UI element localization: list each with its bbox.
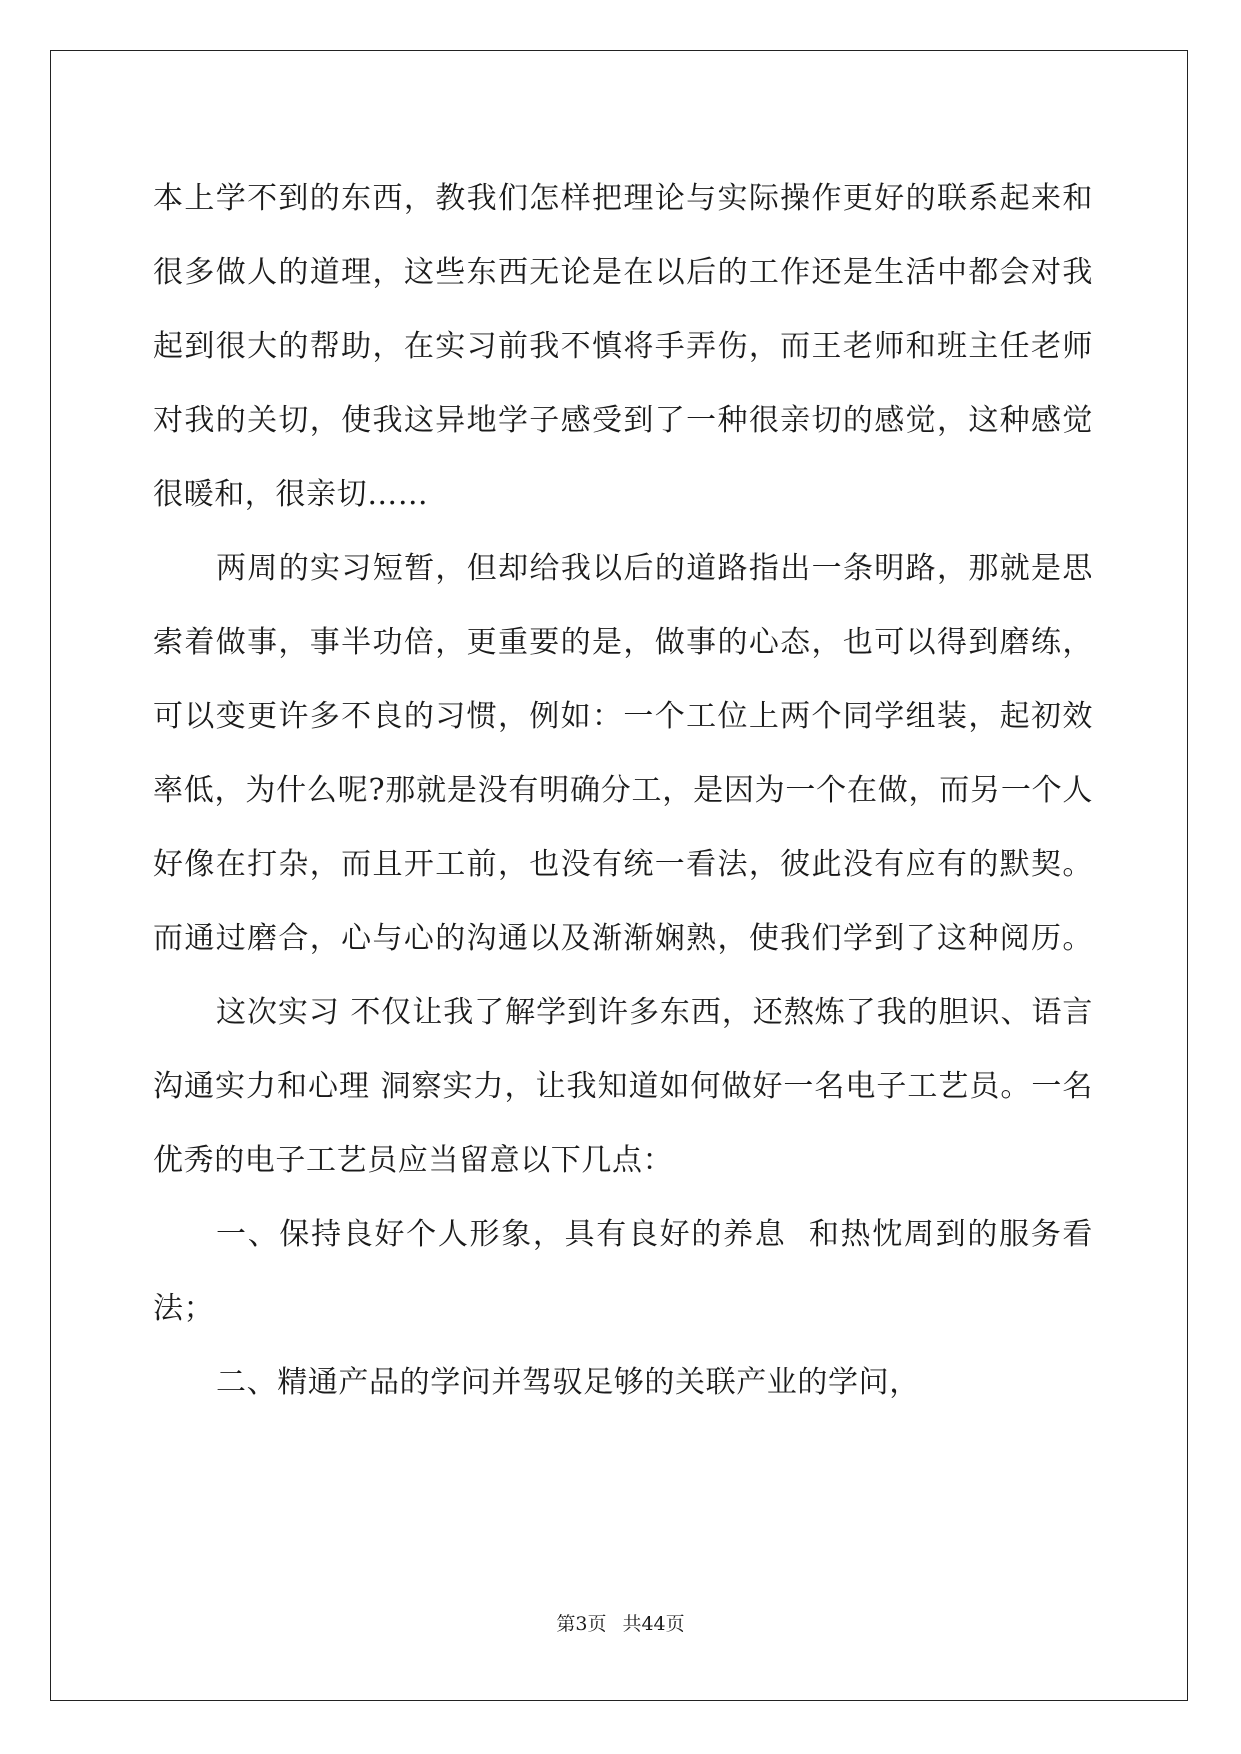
text-line: 二、精通产品的学问并驾驭足够的关联产业的学问，: [216, 1365, 920, 1400]
page-number: 第3页: [556, 1613, 607, 1635]
document-body: [153, 162, 1093, 1420]
page-total: 共44页: [622, 1613, 685, 1635]
text-line: 率低，为什么呢?那就是没有明确分工，是因为一个在做，而另一个人: [153, 773, 1093, 808]
text-line: 而通过磨合，心与心的沟通以及渐渐娴熟，使我们学到了这种阅历。: [153, 921, 1093, 956]
text-line: 很暖和，很亲切……: [153, 477, 429, 512]
text-line: 法；: [153, 1291, 215, 1326]
text-line: 优秀的电子工艺员应当留意以下几点：: [153, 1143, 674, 1178]
text-line: 可以变更许多不良的习惯，例如：一个工位上两个同学组装，起初效: [153, 699, 1093, 734]
text-line: 这次实习 不仅让我了解学到许多东西，还熬炼了我的胆识、语言: [216, 995, 1093, 1030]
text-line: 索着做事，事半功倍，更重要的是，做事的心态，也可以得到磨练，: [153, 625, 1093, 660]
text-line: 两周的实习短暂，但却给我以后的道路指出一条明路，那就是思: [216, 551, 1093, 586]
text-line: 本上学不到的东西，教我们怎样把理论与实际操作更好的联系起来和: [153, 181, 1093, 216]
text-line: 一、保持良好个人形象，具有良好的养息 和热忱周到的服务看: [216, 1217, 1093, 1252]
page-footer: [0, 1612, 1241, 1636]
text-line: 好像在打杂，而且开工前，也没有统一看法，彼此没有应有的默契。: [153, 847, 1093, 882]
text-line: 沟通实力和心理 洞察实力，让我知道如何做好一名电子工艺员。一名: [153, 1069, 1093, 1104]
text-line: 很多做人的道理，这些东西无论是在以后的工作还是生活中都会对我: [153, 255, 1093, 290]
text-line: 起到很大的帮助，在实习前我不慎将手弄伤，而王老师和班主任老师: [153, 329, 1093, 364]
text-line: 对我的关切，使我这异地学子感受到了一种很亲切的感觉，这种感觉: [153, 403, 1093, 438]
